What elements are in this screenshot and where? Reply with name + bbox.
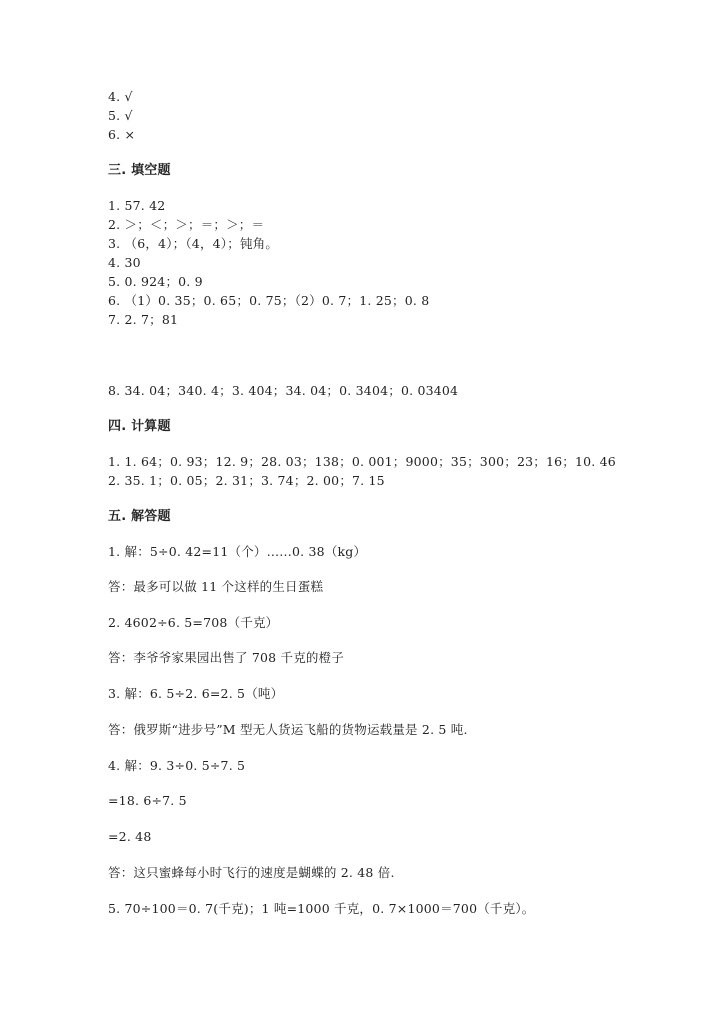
solution-answer-line: 答：李爷爷家果园出售了 708 千克的橙子 bbox=[108, 650, 345, 665]
solution-line: 1. 解：5÷0. 42=11（个）……0. 38（kg） bbox=[108, 544, 367, 559]
solution-line: 2. 4602÷6. 5=708（千克） bbox=[108, 615, 279, 630]
answer-line: 6. × bbox=[108, 127, 136, 142]
answer-line: 3. （6，4）；（4，4）；钝角。 bbox=[108, 236, 279, 251]
answer-line: 6. （1）0. 35；0. 65；0. 75；（2）0. 7；1. 25；0. 8 bbox=[108, 293, 430, 308]
solution-line: 3. 解：6. 5÷2. 6=2. 5（吨） bbox=[108, 686, 284, 701]
answer-line: 5. √ bbox=[108, 108, 133, 123]
section-heading-word-problems: 五. 解答题 bbox=[108, 509, 171, 524]
solution-line: =18. 6÷7. 5 bbox=[108, 793, 187, 808]
solution-answer-line: 答：最多可以做 11 个这样的生日蛋糕 bbox=[108, 579, 324, 594]
answer-line: 7. 2. 7；81 bbox=[108, 312, 179, 327]
section-heading-calculation: 四. 计算题 bbox=[108, 419, 171, 434]
solution-line: 5. 70÷100＝0. 7(千克)；1 吨=1000 千克，0. 7×1000＝700（千克）。 bbox=[108, 901, 535, 916]
solution-answer-line: 答：这只蜜蜂每小时飞行的速度是蝴蝶的 2. 48 倍. bbox=[108, 865, 395, 880]
answer-line: 4. √ bbox=[108, 89, 133, 104]
solution-line: =2. 48 bbox=[108, 829, 152, 844]
answer-line: 5. 0. 924；0. 9 bbox=[108, 274, 203, 289]
answer-line: 8. 34. 04；340. 4；3. 404；34. 04；0. 3404；0. 03404 bbox=[108, 383, 459, 398]
answer-line: 1. 57. 42 bbox=[108, 198, 166, 213]
answer-line: 2. 35. 1；0. 05；2. 31；3. 74；2. 00；7. 15 bbox=[108, 473, 385, 488]
answer-line: 2. ＞；＜；＞；＝；＞；＝ bbox=[108, 217, 265, 232]
solution-line: 4. 解：9. 3÷0. 5÷7. 5 bbox=[108, 758, 246, 773]
answer-line: 4. 30 bbox=[108, 255, 141, 270]
answer-line: 1. 1. 64；0. 93；12. 9；28. 03；138；0. 001；9000；35；300；23；16；10. 46 bbox=[108, 454, 616, 469]
solution-answer-line: 答：俄罗斯“进步号”M 型无人货运飞船的货物运载量是 2. 5 吨. bbox=[108, 722, 468, 737]
section-heading-fill-blank: 三. 填空题 bbox=[108, 163, 171, 178]
